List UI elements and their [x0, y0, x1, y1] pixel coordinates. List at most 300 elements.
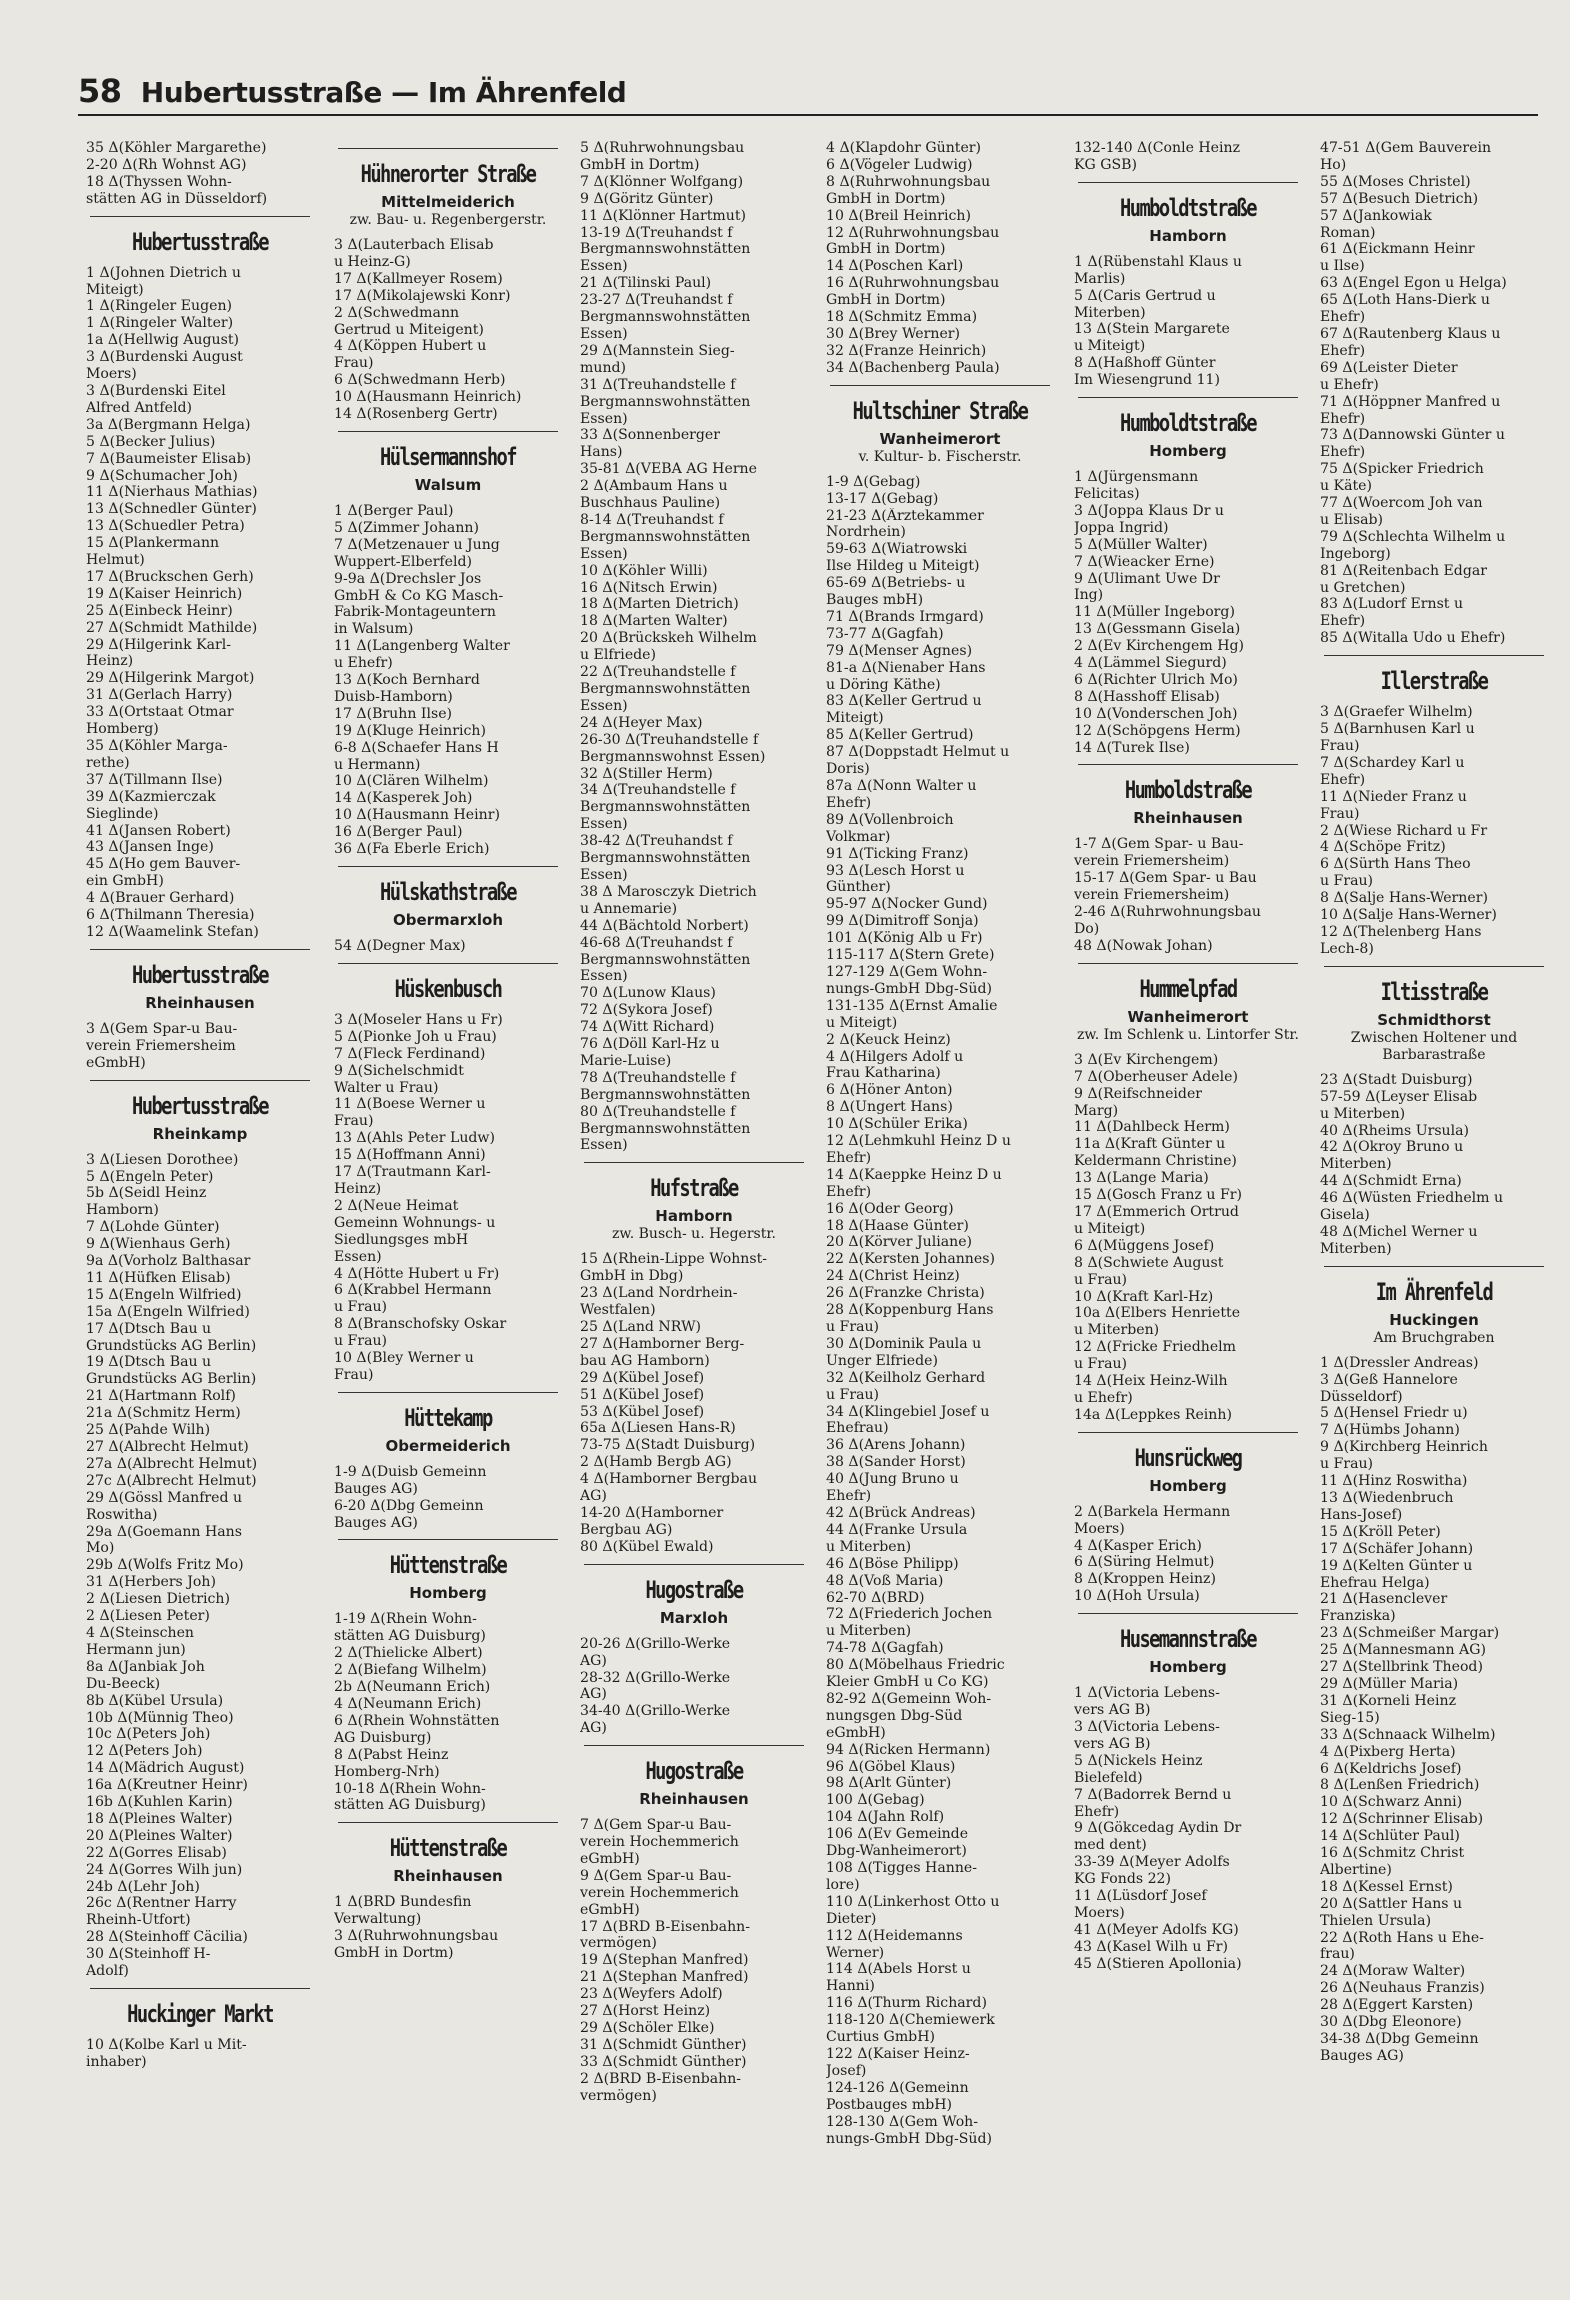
owner-entry: 3 Δ(Burdenski Eitel: [86, 382, 226, 399]
street-range-note: Am Bruchgraben: [1373, 1329, 1495, 1346]
owner-entry: 115-117 Δ(Stern Grete): [826, 947, 995, 964]
street-section: [334, 1539, 562, 1814]
owner-entry: u Elisab): [1320, 511, 1384, 528]
owner-entry: 4 Δ(Brauer Gerhard): [86, 890, 235, 907]
district-name: Obermeiderich: [385, 1436, 511, 1455]
owner-entry: 32 Δ(Stiller Herm): [580, 765, 713, 782]
owner-entry: 83 Δ(Keller Gertrud u: [826, 693, 982, 710]
owner-entry: 24 Δ(Moraw Walter): [1320, 1963, 1466, 1980]
district-name: Obermarxloh: [392, 911, 503, 929]
owner-entry: 35 Δ(Köhler Marga-: [86, 738, 228, 754]
owner-entry: 62-70 Δ(BRD): [826, 1589, 925, 1606]
owner-entry: 11a Δ(Kraft Günter u: [1074, 1136, 1226, 1153]
street-section: [334, 866, 562, 955]
owner-entry: 96 Δ(Göbel Klaus): [826, 1758, 956, 1775]
owner-entry: 21 Δ(Hartmann Rolf): [86, 1388, 236, 1405]
owner-entry: rethe): [86, 754, 130, 771]
owner-entry: eGmbH): [86, 1054, 146, 1071]
owner-entry: 4 Δ(Klapdohr Günter): [826, 140, 982, 156]
owner-entry: verein Friemersheim): [1074, 887, 1230, 904]
owner-entry: 1 Δ(Dressler Andreas): [1320, 1354, 1479, 1371]
district-name: Rheinkamp: [152, 1124, 248, 1143]
owner-entry: 99 Δ(Dimitroff Sonja): [826, 913, 979, 930]
owner-entry: 17 Δ(Trautmann Karl-: [334, 1164, 491, 1181]
owner-entry: 6 Δ(Süring Helmut): [1074, 1554, 1215, 1571]
owner-entry: 22 Δ(Kersten Johannes): [826, 1251, 995, 1268]
owner-entry: nungs-GmbH Dbg-Süd): [826, 2130, 993, 2147]
owner-entry: Bielefeld): [1074, 1769, 1143, 1786]
owner-entry: 30 Δ(Steinhoff H-: [86, 1946, 211, 1963]
owner-entry: 38 Δ(Sander Horst): [826, 1454, 966, 1471]
owner-entry: u Ehefr): [1074, 1389, 1133, 1406]
owner-entry: 17 Δ(Dtsch Bau u: [86, 1320, 212, 1337]
street-name: Huckinger Markt: [127, 2000, 273, 2028]
owner-entry: u Hermann): [334, 756, 421, 773]
owner-entry: 16a Δ(Kreutner Heinr): [86, 1777, 248, 1794]
owner-entry: Miterben): [1074, 304, 1146, 321]
owner-entry: 9 Δ(Schumacher Joh): [86, 467, 238, 484]
owner-entry: stätten AG Duisburg): [334, 1628, 486, 1645]
owner-entry: 17 Δ(BRD B-Eisenbahn-: [580, 1918, 751, 1935]
owner-entry: 1-9 Δ(Gebag): [826, 473, 921, 490]
owner-entry: 1 Δ(BRD Bundesfin: [334, 1894, 472, 1911]
heading-rule: [1078, 963, 1298, 964]
owner-entry: 6-20 Δ(Dbg Gemeinn: [334, 1497, 484, 1514]
owner-entry: 57 Δ(Besuch Dietrich): [1320, 190, 1479, 207]
owner-entry: 21a Δ(Schmitz Herm): [86, 1405, 241, 1422]
owner-entry: 61 Δ(Eickmann Heinr: [1320, 241, 1475, 258]
owner-entry: u Miterben): [826, 1623, 912, 1640]
owner-entry: 10 Δ(Kolbe Karl u Mit-: [86, 2037, 247, 2053]
owner-entry: 20 Δ(Brückskeh Wilhelm: [580, 630, 757, 647]
owner-entry: 8-14 Δ(Treuhandst f: [580, 511, 724, 528]
owner-entry: 9 Δ(Gökcedag Aydin Dr: [1074, 1820, 1242, 1837]
owner-entry: Frau): [334, 1366, 374, 1383]
owner-entry: 81-a Δ(Nienaber Hans: [826, 659, 986, 676]
owner-entry: 11 Δ(Nieder Franz u: [1320, 788, 1467, 805]
owner-entry: Ehefrau Helga): [1320, 1574, 1430, 1591]
owner-entry: 57 Δ(Jankowiak: [1320, 207, 1432, 224]
owner-entry: 3 Δ(Lauterbach Elisab: [334, 237, 494, 253]
owner-entry: Franziska): [1320, 1608, 1396, 1625]
owner-entry: 2 Δ(Schwedmann: [334, 304, 460, 321]
owner-entry: Moers): [1074, 1520, 1125, 1537]
street-heading: [1074, 764, 1302, 828]
owner-entry: 11 Δ(Klönner Hartmut): [580, 207, 747, 224]
street-section: [1074, 963, 1302, 1424]
owner-entry: u Käte): [1320, 478, 1372, 495]
owner-entry: 14 Δ(Heix Heinz-Wilh: [1074, 1373, 1228, 1390]
owner-entry: 59-63 Δ(Wiatrowski: [826, 541, 968, 558]
district-name: Rheinhausen: [393, 1867, 503, 1886]
owner-entry: 23 Δ(Stadt Duisburg): [1320, 1071, 1473, 1088]
owner-entry: 41 Δ(Meyer Adolfs KG): [1074, 1921, 1239, 1938]
heading-rule: [830, 385, 1050, 386]
street-name: Hülskathstraße: [380, 878, 516, 906]
owner-entry: Frau): [334, 1113, 374, 1130]
owner-entry: 15a Δ(Engeln Wilfried): [86, 1303, 250, 1320]
owner-entry: 22 Δ(Gorres Elisab): [86, 1844, 227, 1861]
owner-entry: 5 Δ(Barnhusen Karl u: [1320, 721, 1475, 738]
owner-entry: 12 Δ(Waamelink Stefan): [86, 923, 259, 940]
owner-entry: 5 Δ(Nickels Heinz: [1074, 1752, 1203, 1769]
owner-entry: Walter u Frau): [334, 1079, 439, 1096]
owner-entry: 23 Δ(Weyfers Adolf): [580, 1986, 723, 2003]
owner-entry: vermögen): [580, 2087, 657, 2104]
owner-entry: 10 Δ(Schüler Erika): [826, 1116, 968, 1133]
street-heading: [580, 1745, 808, 1809]
owner-entry: GmbH in Dortm): [826, 292, 946, 309]
owner-entry: 29 Δ(Mannstein Sieg-: [580, 342, 735, 359]
owner-entry: 11 Δ(Boese Werner u: [334, 1096, 486, 1113]
owner-entry: Bergbau AG): [580, 1521, 673, 1538]
owner-entry: Homberg-Nrh): [334, 1763, 440, 1780]
owner-entry: 2-46 Δ(Ruhrwohnungsbau: [1074, 904, 1261, 921]
owner-entry: Ehefr): [1320, 342, 1366, 359]
owner-entry: 2 Δ(Ambaum Hans u: [580, 478, 728, 495]
owner-entry: 11 Δ(Langenberg Walter: [334, 638, 510, 655]
owner-entry: Mo): [86, 1540, 115, 1557]
owner-entry: 6 Δ(Rhein Wohnstätten: [334, 1712, 500, 1729]
owner-entry: Ehefr): [826, 1488, 872, 1505]
owner-entry: 63 Δ(Engel Egon u Helga): [1320, 275, 1507, 292]
owner-entry: 71 Δ(Brands Irmgard): [826, 608, 984, 625]
owner-entry: 116 Δ(Thurm Richard): [826, 1995, 987, 2012]
owner-entry: u Frau): [826, 1386, 880, 1403]
street-section: [580, 140, 808, 1154]
owner-entry: 43 Δ(Jansen Inge): [86, 839, 214, 856]
owner-entry: Du-Beeck): [86, 1675, 161, 1692]
owner-entry: eGmbH): [826, 1724, 886, 1741]
column-1: [86, 140, 314, 2071]
owner-entry: Siedlungsges mbH: [334, 1231, 469, 1248]
owner-entry: 6 Δ(Sürth Hans Theo: [1320, 856, 1471, 873]
owner-entry: u Frau): [826, 1319, 880, 1335]
owner-entry: 2b Δ(Neumann Erich): [334, 1679, 491, 1696]
owner-entry: 8 Δ(Lenßen Friedrich): [1320, 1777, 1480, 1794]
owner-entry: 4 Δ(Hamborner Bergbau: [580, 1471, 758, 1488]
owner-entry: Bergmannswohnstätten: [580, 1086, 751, 1103]
owner-entry: 33 Δ(Schnaack Wilhelm): [1320, 1726, 1496, 1743]
owner-entry: u Miterben): [1320, 1105, 1406, 1122]
owner-entry: verein Friemersheim: [86, 1037, 236, 1054]
owner-entry: Bergmannswohnstätten: [580, 1120, 751, 1137]
owner-entry: u Döring Käthe): [826, 676, 941, 693]
owner-entry: 65-69 Δ(Betriebs- u: [826, 575, 966, 592]
owner-entry: 20 Δ(Körver Juliane): [826, 1234, 973, 1251]
owner-entry: 37 Δ(Tillmann Ilse): [86, 771, 223, 788]
owner-entry: Hans-Josef): [1320, 1506, 1403, 1523]
owner-entry: Volkmar): [826, 828, 891, 845]
owner-entry: 80 Δ(Kübel Ewald): [580, 1538, 714, 1555]
owner-entry: 34 Δ(Treuhandstelle f: [580, 782, 736, 799]
owner-entry: 15 Δ(Gosch Franz u Fr): [1074, 1187, 1242, 1204]
street-range-note: zw. Busch- u. Hegerstr.: [612, 1226, 776, 1243]
owner-entry: 6-8 Δ(Schaefer Hans H: [334, 739, 499, 756]
owner-entry: 28-32 Δ(Grillo-Werke: [580, 1669, 731, 1686]
street-name: Hubertusstraße: [132, 1091, 268, 1120]
owner-entry: Adolf): [86, 1963, 129, 1980]
owner-entry: Roman): [1320, 224, 1376, 241]
owner-entry: 32 Δ(Franze Heinrich): [826, 342, 987, 359]
street-range-note: Zwischen Holtener und Barbarastraße: [1350, 1029, 1518, 1063]
owner-entry: 15 Δ(Hoffmann Anni): [334, 1147, 486, 1164]
street-heading: [1320, 966, 1548, 1064]
owner-entry: Essen): [580, 866, 628, 883]
heading-rule: [338, 148, 558, 149]
owner-entry: 2 Δ(Ev Kirchengem Hg): [1074, 638, 1245, 655]
owner-entry: 21-23 Δ(Ärztekammer: [826, 507, 984, 524]
owner-entry: vers AG B): [1074, 1735, 1151, 1752]
owner-entry: Doris): [826, 761, 870, 778]
owner-entry: 73-77 Δ(Gagfah): [826, 625, 944, 642]
street-heading: [334, 963, 562, 1004]
street-section: [1074, 1613, 1302, 1972]
owner-entry: 71 Δ(Höppner Manfred u: [1320, 393, 1501, 410]
owner-entry: 9 Δ(Sichelschmidt: [334, 1062, 464, 1079]
owner-entry: 38-42 Δ(Treuhandst f: [580, 833, 733, 850]
owner-entry: Felicitas): [1074, 485, 1140, 502]
owner-entry: 1 Δ(Jürgensmann: [1074, 469, 1199, 486]
heading-rule: [90, 1080, 310, 1081]
owner-entry: 5 Δ(Müller Walter): [1074, 536, 1208, 553]
owner-entry: 108 Δ(Tigges Hanne-: [826, 1860, 978, 1876]
owner-entry: 13 Δ(Lange Maria): [1074, 1170, 1209, 1187]
owner-entry: 54 Δ(Degner Max): [334, 938, 466, 954]
owner-entry: 47-51 Δ(Gem Bauverein: [1320, 140, 1492, 156]
owner-entry: 2 Δ(Liesen Peter): [86, 1608, 210, 1625]
heading-rule: [338, 431, 558, 432]
owner-entry: GmbH in Dortm): [334, 1945, 454, 1962]
owner-entry: Bergmannswohnst Essen): [580, 748, 766, 765]
owner-entry: AG): [580, 1686, 607, 1703]
owner-entry: GmbH & Co KG Masch-: [334, 587, 504, 604]
owner-entry: 70 Δ(Lunow Klaus): [580, 985, 716, 1002]
owner-entry: 7 Δ(Lohde Günter): [86, 1219, 220, 1236]
street-name: Iltisstraße: [1380, 977, 1488, 1006]
district-name: Hamborn: [655, 1207, 733, 1226]
owner-entry: 22 Δ(Roth Hans u Ehe-: [1320, 1929, 1484, 1946]
owner-entry: 1 Δ(Victoria Lebens-: [1074, 1685, 1220, 1702]
district-name: Homberg: [1149, 442, 1227, 461]
heading-rule: [584, 1745, 804, 1746]
owner-entry: 31 Δ(Treuhandstelle f: [580, 376, 736, 393]
street-section: [1074, 140, 1302, 174]
owner-entry: vers AG B): [1074, 1702, 1151, 1719]
owner-entry: 19 Δ(Kluge Heinrich): [334, 722, 486, 739]
owner-entry: Verwaltung): [334, 1911, 422, 1928]
street-heading: [1074, 397, 1302, 461]
owner-entry: 21 Δ(Tilinski Paul): [580, 275, 712, 292]
street-name: Hufstraße: [650, 1174, 738, 1203]
owner-entry: 106 Δ(Ev Gemeinde: [826, 1826, 969, 1843]
owner-entry: u Frau): [1074, 1271, 1128, 1288]
owner-entry: 9 Δ(Gem Spar-u Bau-: [580, 1867, 732, 1884]
owner-entry: 33 Δ(Schmidt Günther): [580, 2053, 747, 2070]
owner-entry: 18 Δ(Thyssen Wohn-: [86, 173, 232, 190]
owner-entry: lore): [826, 1876, 860, 1893]
owner-entry: frau): [1320, 1946, 1355, 1963]
street-heading: [86, 1988, 314, 2029]
heading-rule: [1078, 182, 1298, 183]
owner-entry: 7 Δ(Badorrek Bernd u: [1074, 1786, 1232, 1803]
owner-entry: 13 Δ(Schuedler Petra): [86, 518, 245, 535]
owner-entry: 14 Δ(Rosenberg Gertr): [334, 406, 498, 423]
owner-entry: 1-19 Δ(Rhein Wohn-: [334, 1611, 477, 1628]
column-4: [826, 140, 1054, 2147]
owner-entry: 1 Δ(Ringeler Eugen): [86, 298, 233, 315]
owner-entry: 35-81 Δ(VEBA AG Herne: [580, 461, 757, 478]
owner-entry: Wuppert-Elberfeld): [334, 553, 473, 570]
heading-rule: [338, 1822, 558, 1823]
owner-entry: Curtius GmbH): [826, 2029, 935, 2046]
owner-entry: 10 Δ(Breil Heinrich): [826, 207, 971, 224]
column-2: [334, 140, 562, 1962]
owner-entry: 65a Δ(Liesen Hans-R): [580, 1420, 736, 1437]
owner-entry: 55 Δ(Moses Christel): [1320, 173, 1471, 190]
street-name: Hühnerorter Straße: [360, 160, 536, 188]
owner-entry: 6 Δ(Müggens Josef): [1074, 1237, 1215, 1254]
owner-entry: 42 Δ(Okroy Bruno u: [1320, 1139, 1464, 1156]
owner-entry: 26 Δ(Franzke Christa): [826, 1285, 985, 1302]
owner-entry: 20 Δ(Sattler Hans u: [1320, 1895, 1463, 1912]
owner-entry: 100 Δ(Gebag): [826, 1792, 925, 1809]
owner-entry: 2 Δ(Thielicke Albert): [334, 1645, 483, 1662]
owner-entry: 14a Δ(Leppkes Reinh): [1074, 1406, 1232, 1423]
owner-entry: Bergmannswohnstätten: [580, 951, 751, 968]
owner-entry: 34-40 Δ(Grillo-Werke: [580, 1703, 731, 1720]
owner-entry: 8 Δ(Salje Hans-Werner): [1320, 890, 1488, 907]
owner-entry: 2 Δ(BRD B-Eisenbahn-: [580, 2070, 742, 2087]
owner-entry: Homberg): [86, 721, 159, 738]
owner-entry: 6 Δ(Keldrichs Josef): [1320, 1760, 1462, 1777]
owner-entry: bau AG Hamborn): [580, 1352, 710, 1369]
owner-entry: u Annemarie): [580, 900, 678, 917]
owner-entry: Bauges AG): [334, 1514, 418, 1531]
owner-entry: Josef): [826, 2062, 867, 2079]
owner-entry: 5b Δ(Seidl Heinz: [86, 1185, 207, 1202]
owner-entry: Postbauges mbH): [826, 2096, 953, 2113]
owner-entry: 12 Δ(Ruhrwohnungsbau: [826, 224, 1000, 241]
owner-entry: Moers): [86, 366, 137, 383]
owner-entry: 31 Δ(Gerlach Harry): [86, 687, 233, 704]
street-section: [86, 949, 314, 1072]
owner-entry: Gemeinn Wohnungs- u: [334, 1214, 496, 1231]
owner-entry: 4 Δ(Hilgers Adolf u: [826, 1048, 964, 1065]
owner-entry: Fabrik-Montageuntern: [334, 604, 496, 621]
owner-entry: 3 Δ(Liesen Dorothee): [86, 1151, 239, 1168]
owner-entry: Hermann jun): [86, 1641, 186, 1658]
owner-entry: 43 Δ(Kasel Wilh u Fr): [1074, 1938, 1228, 1955]
street-name: Husemannstraße: [1120, 1625, 1256, 1654]
owner-entry: Hamborn): [86, 1202, 159, 1219]
owner-entry: Ho): [1320, 156, 1347, 173]
owner-entry: Bergmannswohnstätten: [580, 241, 751, 258]
owner-entry: 22 Δ(Treuhandstelle f: [580, 664, 736, 681]
district-name: Huckingen: [1389, 1310, 1479, 1329]
owner-entry: Bergmannswohnstätten: [580, 309, 751, 326]
owner-entry: 10 Δ(Kraft Karl-Hz): [1074, 1288, 1214, 1305]
owner-entry: 27 Δ(Horst Heinz): [580, 2003, 711, 2020]
owner-entry: 11 Δ(Lüsdorf Josef: [1074, 1888, 1207, 1905]
owner-entry: 8 Δ(Ruhrwohnungsbau: [826, 173, 991, 190]
owner-entry: Ehefr): [1320, 410, 1366, 427]
owner-entry: 20 Δ(Pleines Walter): [86, 1827, 233, 1844]
heading-rule: [338, 866, 558, 867]
owner-entry: 8 Δ(Hasshoff Elisab): [1074, 688, 1220, 705]
owner-entry: 1-9 Δ(Duisb Gemeinn: [334, 1463, 487, 1480]
owner-entry: 7 Δ(Klönner Wolfgang): [580, 173, 744, 190]
owner-entry: 9 Δ(Wienhaus Gerh): [86, 1236, 231, 1253]
owner-entry: 1a Δ(Hellwig August): [86, 332, 239, 349]
owner-entry: 18 Δ(Kessel Ernst): [1320, 1878, 1453, 1895]
owner-entry: 85 Δ(Keller Gertrud): [826, 727, 974, 744]
owner-entry: 10a Δ(Elbers Henriette: [1074, 1305, 1241, 1322]
street-section: [1074, 182, 1302, 389]
owner-entry: Ehefr): [826, 1149, 872, 1166]
heading-rule: [90, 216, 310, 217]
owner-entry: 33 Δ(Sonnenberger: [580, 427, 721, 444]
heading-rule: [1078, 1613, 1298, 1614]
street-section: [86, 1988, 314, 2071]
owner-entry: 12 Δ(Fricke Friedhelm: [1074, 1339, 1237, 1356]
owner-entry: 1-7 Δ(Gem Spar- u Bau-: [1074, 836, 1244, 853]
owner-entry: inhaber): [86, 2053, 147, 2070]
owner-entry: in Walsum): [334, 621, 414, 638]
street-section: [1320, 655, 1548, 958]
owner-entry: Grundstücks AG Berlin): [86, 1371, 257, 1388]
street-section: [580, 1564, 808, 1737]
owner-entry: 94 Δ(Ricken Hermann): [826, 1741, 991, 1758]
owner-entry: u Ehefr): [1320, 376, 1379, 393]
owner-entry: 10 Δ(Salje Hans-Werner): [1320, 907, 1497, 924]
owner-entry: 34-38 Δ(Dbg Gemeinn: [1320, 2031, 1479, 2047]
owner-entry: Heinz): [86, 653, 134, 670]
owner-entry: u Miteigt): [1074, 338, 1146, 355]
owner-entry: 17 Δ(Emmerich Ortrud: [1074, 1203, 1239, 1220]
street-name: Hunsrückweg: [1134, 1443, 1242, 1472]
owner-entry: 17 Δ(Bruckschen Gerh): [86, 568, 254, 585]
owner-entry: Frau): [334, 355, 374, 372]
owner-entry: Ilse Hildeg u Miteigt): [826, 558, 980, 575]
owner-entry: 29 Δ(Gössl Manfred u: [86, 1489, 243, 1506]
owner-entry: 24 Δ(Gorres Wilh jun): [86, 1861, 243, 1878]
owner-entry: 5 Δ(Engeln Peter): [86, 1168, 214, 1185]
owner-entry: 77 Δ(Woercom Joh van: [1320, 495, 1483, 512]
owner-entry: 48 Δ(Voß Maria): [826, 1572, 944, 1589]
owner-entry: Frau): [1320, 805, 1360, 822]
street-name: Hüttekamp: [404, 1403, 492, 1432]
owner-entry: 27a Δ(Albrecht Helmut): [86, 1455, 258, 1472]
owner-entry: ein GmbH): [86, 873, 164, 890]
owner-entry: 9 Δ(Göritz Günter): [580, 190, 714, 207]
owner-entry: 2-20 Δ(Rh Wohnst AG): [86, 156, 247, 173]
street-heading: [86, 949, 314, 1013]
district-name: Homberg: [409, 1584, 487, 1603]
owner-entry: 74 Δ(Witt Richard): [580, 1019, 715, 1036]
owner-entry: 7 Δ(Metzenauer u Jung: [334, 536, 500, 553]
street-section: [334, 1392, 562, 1532]
owner-entry: AG): [580, 1652, 607, 1669]
owner-entry: 23-27 Δ(Treuhandst f: [580, 292, 733, 309]
owner-entry: 65 Δ(Loth Hans-Dierk u: [1320, 292, 1490, 309]
owner-entry: Rheinh-Utfort): [86, 1912, 191, 1929]
owner-entry: Ehefrau): [826, 1420, 889, 1437]
owner-entry: 11 Δ(Müller Ingeborg): [1074, 604, 1235, 621]
owner-entry: 72 Δ(Friederich Jochen: [826, 1606, 993, 1623]
owner-entry: Roswitha): [86, 1506, 158, 1523]
owner-entry: 31 Δ(Korneli Heinz: [1320, 1692, 1457, 1709]
